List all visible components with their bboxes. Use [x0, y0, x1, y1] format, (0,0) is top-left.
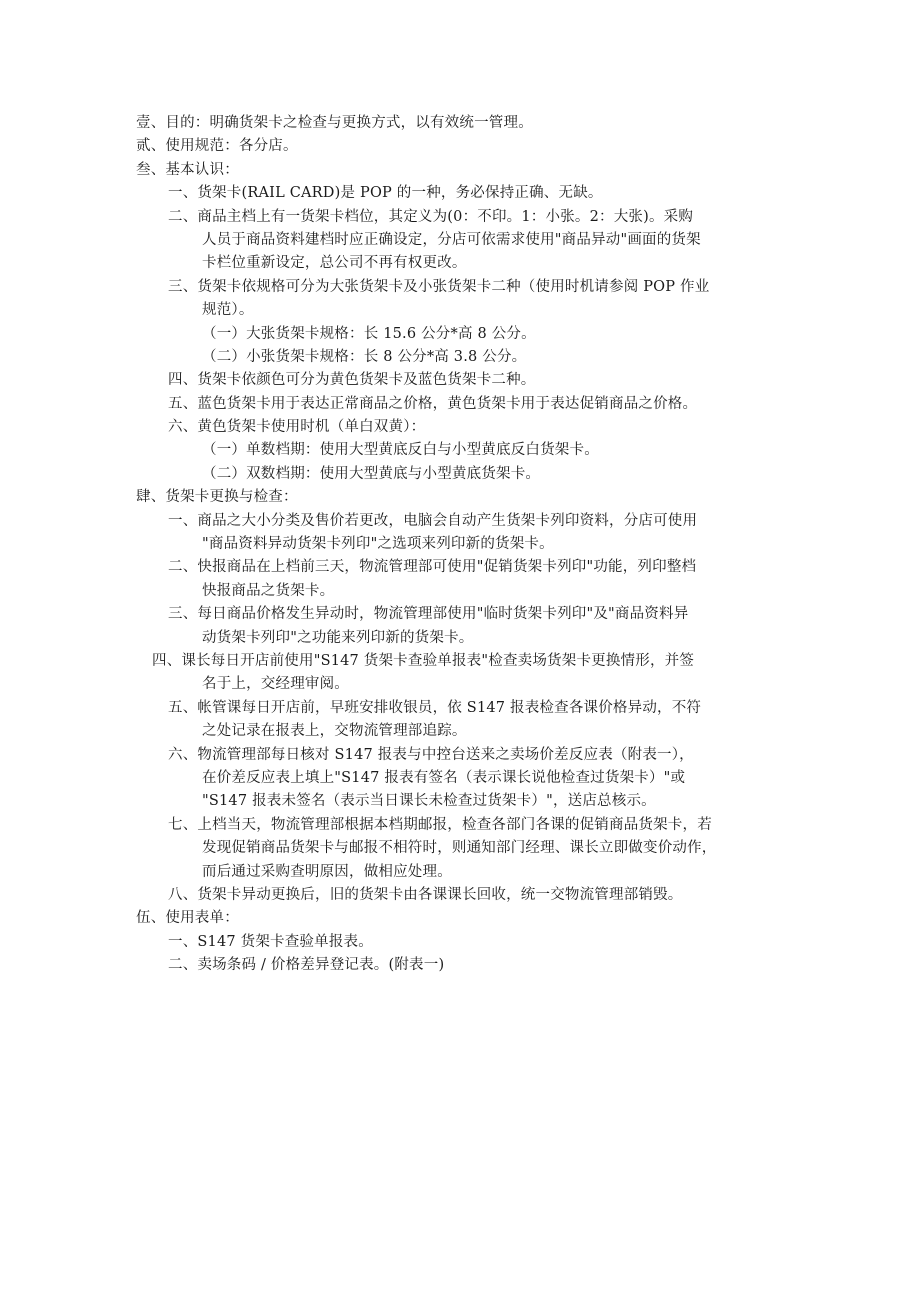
- list-item: 五、帐管课每日开店前，早班安排收银员，依 S147 报表检查各课价格异动，不符: [168, 699, 702, 716]
- list-item-continuation: 发现促销商品货架卡与邮报不相符时，则通知部门经理、课长立即做变价动作，: [202, 840, 717, 857]
- list-item: 一、S147 货架卡查验单报表。: [168, 933, 373, 950]
- sub-list-item: （一）单数档期：使用大型黄底反白与小型黄底反白货架卡。: [202, 442, 599, 459]
- list-item: 四、课长每日开店前使用"S147 货架卡查验单报表"检查卖场货架卡更换情形，并签: [152, 652, 695, 669]
- list-item: 三、每日商品价格发生异动时，物流管理部使用"临时货架卡列印"及"商品资料异: [168, 606, 689, 623]
- sub-list-item: （一）大张货架卡规格：长 15.6 公分*高 8 公分。: [202, 325, 536, 342]
- list-item-continuation: 名于上，交经理审阅。: [202, 676, 349, 693]
- list-item: 七、上档当天，物流管理部根据本档期邮报，检查各部门各课的促销商品货架卡，若: [168, 816, 712, 833]
- section-heading: 肆、货架卡更换与检查：: [136, 489, 298, 506]
- section-heading: 壹、目的：明确货架卡之检查与更换方式，以有效统一管理。: [136, 115, 533, 131]
- list-item-continuation: 动货架卡列印"之功能来列印新的货架卡。: [202, 629, 474, 646]
- section-heading: 叁、基本认识：: [136, 161, 239, 178]
- list-item-continuation: 在价差反应表上填上"S147 报表有签名（表示课长说他检查过货架卡）"或: [202, 769, 686, 786]
- list-item-continuation: "S147 报表未签名（表示当日课长未检查过货架卡）"，送店总核示。: [202, 793, 656, 810]
- list-item: 一、货架卡(RAIL CARD)是 POP 的一种，务必保持正确、无缺。: [168, 185, 603, 202]
- list-item: 二、快报商品在上档前三天，物流管理部可使用"促销货架卡列印"功能，列印整档: [168, 559, 697, 576]
- list-item: 一、商品之大小分类及售价若更改，电脑会自动产生货架卡列印资料，分店可使用: [168, 512, 698, 529]
- sub-list-item: （二）小张货架卡规格：长 8 公分*高 3.8 公分。: [202, 348, 527, 365]
- list-item-continuation: 之处记录在报表上，交物流管理部追踪。: [202, 723, 467, 740]
- list-item-continuation: 而后通过采购查明原因，做相应处理。: [202, 863, 452, 880]
- list-item: 四、货架卡依颜色可分为黄色货架卡及蓝色货架卡二种。: [168, 372, 536, 389]
- list-item: 五、蓝色货架卡用于表达正常商品之价格，黄色货架卡用于表达促销商品之价格。: [168, 395, 698, 412]
- list-item-continuation: "商品资料异动货架卡列印"之选项来列印新的货架卡。: [202, 536, 554, 553]
- section-heading: 伍、使用表单：: [136, 910, 239, 927]
- list-item-continuation: 快报商品之货架卡。: [202, 582, 335, 599]
- list-item-continuation: 规范）。: [202, 302, 254, 319]
- list-item: 二、卖场条码 / 价格差异登记表。(附表一): [168, 957, 445, 974]
- list-item: 三、货架卡依规格可分为大张货架卡及小张货架卡二种（使用时机请参阅 POP 作业: [168, 278, 710, 295]
- list-item: 八、货架卡异动更换后，旧的货架卡由各课课长回收，统一交物流管理部销毁。: [168, 886, 683, 903]
- list-item: 六、黄色货架卡使用时机（单白双黄）：: [168, 419, 426, 436]
- sub-list-item: （二）双数档期：使用大型黄底与小型黄底货架卡。: [202, 465, 541, 482]
- document-body: [0, 112, 920, 977]
- list-item: 六、物流管理部每日核对 S147 报表与中控台送来之卖场价差反应表（附表一），: [168, 746, 694, 763]
- section-heading: 贰、使用规范：各分店。: [136, 138, 298, 155]
- list-item-continuation: 卡栏位重新设定，总公司不再有权更改。: [202, 255, 467, 272]
- list-item: 二、商品主档上有一货架卡档位，其定义为(0：不印。1：小张。2：大张)。采购: [168, 208, 694, 225]
- list-item-continuation: 人员于商品资料建档时应正确设定，分店可依需求使用"商品异动"画面的货架: [202, 231, 701, 248]
